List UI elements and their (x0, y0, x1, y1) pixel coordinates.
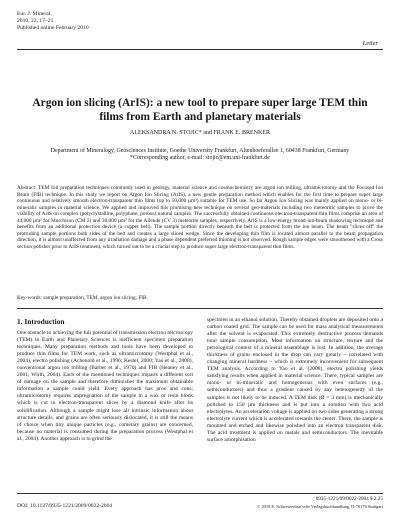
footer-rule (17, 493, 383, 494)
affiliation: Department of Mineralogy, Geosciences Institute, Goethe University Frankfurt, Altenhoeferallee 1, 60438 Frankfurt, Germany (50, 148, 350, 154)
journal-header (17, 11, 89, 32)
issn-price: 0935-1221/09/0022-2004 $ 2.25 (315, 496, 383, 502)
header-rule (17, 49, 383, 50)
article-type: Letter (362, 40, 378, 47)
corresponding-author: *Corresponding author, e-mail: stojic@em.uni-frankfurt.de (130, 155, 270, 162)
affiliation-block (40, 148, 360, 162)
footer-right (257, 496, 383, 510)
keywords: Key-words: sample preparation, TEM, argon ion slicing, FIB. (17, 295, 148, 301)
copyright: © 2010 E. Schweizerbart'sche Verlagsbuchhandlung, D-70176 Stuttgart (257, 504, 383, 509)
doi: DOI: 10.1127/0935-1221/2009/0022-2004 (17, 503, 113, 509)
journal-name: Eur. J. Mineral. (17, 11, 52, 17)
intro-left-column: One obstacle to achieving the full potential of transmission electron microscopy (TEM) in Earth and Planetary Sciences is inefficient specimen preparation techniques. Many preparation methods and tools have been developed to produce thin films for TEM work, such as ultramicrotomy (Westphal et al., 2004), electro polishing (Achenold et al., 1996; Kestel, 2000; Yao et al., 2008), conventional argon ion milling (Barber et al., 1970) and FIB (Heaney et al., 2001; Wirth, 2004). Each of the mentioned techniques imparts a different sort of damage on the sample and therefore diminishes the maximum obtainable information a sample could yield. Every approach has pros and cons; ultramicrotomy requires impregnation of the sample in a wax or resin block which is cut in electron-transparent slices by a diamond knife after its solidification. Although a sample might lose all intrinsic information about structure details, and grains are often seriously dislocated, it is still the means of choice when tiny unique particles (e.g., cometary grains) are concerned, because no material is consumed during the preparation process (Westphal et al., 2004). Another approach is to grind the (17, 330, 193, 442)
published-date: Published online February 2010 (17, 25, 89, 31)
authors: ALEKSANDRA N. STOJIC* and FRANK E. BRENKER (130, 130, 270, 136)
intro-right-column: specimen in an ethanol solution. Thereby obtained droplets are deposited onto a carbon coated grid. The sample can be used for mass analytical measurements after the solvent is evaporated. This extremely destructive process demands total sample consumption. Most information on structure, texture and the petrological context of a mineral assemblage is lost. In addition, the average thickness of grains enclosed in the drop can vary greatly – correlated with changing mineral hardness – which is extremely inconvenient for subsequent TEM analysis. According to Yao et al. (2008), electro polishing yields satisfying results when applied in material science. There, typical samples are mono- or bi-mineralic and homogeneous with even surfaces (e.g., semiconductors) and thus a gradient caused by any heterogeneity of the samples is not likely to be induced. A TEM disk (Ø = 3 mm) is mechanically polished to 150 µm thickness and is put into a solution with two acid electrolytes. An acceleration voltage is applied on two sides generating a strong electrolyte current which is accelerated towards the center. There, the sample is mounted and etched and likewise polished into an electron transparent disk. The acid treatment is applied on metals and semiconductors. The inevitable surface amorphisation (207, 317, 383, 443)
journal-volume: 2010, 22, 17–21 (17, 18, 54, 24)
abstract: Abstract: TEM foil preparation techniques commonly used in geology, material science and cosmochemistry are argon ion milling, ultramicrotomy and the Focused Ion Beam (FIB) technique. In this study we report on Argon Ion Slicing (ArIS), a new gentle preparation method which enables for the first time to prepare super large continuous and relatively smooth electron-transparent thin films (up to 50,000 µm²) suitable for TEM use. So far Argon Ion Slicing was mainly applied on mono- or bi-mineralic samples in material science. We applied and improved this promising new technique on several geo-materials including two meteoritic samples to prove the viability of ArIS on complex (polycrystalline, polyphase, porous) natural samples. The successfully obtained continuous electron-transparent thin films comprise an area of 44,000 µm² for Murchison (CM 2) and 30,000 µm² for the Allende (CV 3) meteorite samples, respectively. ArIS is a low-energy broad-ion-beam shadowing technique and benefits from an additional protection device (a copper belt). The sample portion directly beneath the belt is protected from the ion beam. The beam "slices off" the protruding sample portions both sides of the belt and creates a large sliced wedge. Since the developing thin film is located almost parallel to the beam propagation direction, it is almost unaffected from any irradiation damage and a phase dependent preferred thinning is not observed. Rough sample edges were smoothened with a Cross section polisher prior to ArIS treatment, which turned out to be a crucial step to produce super large electron-transparent thin films. (17, 185, 383, 250)
section-heading: 1. Introduction (17, 317, 65, 326)
article-title: Argon ion slicing (ArIS): a new tool to prepare super large TEM thin films from Earth and planetary materials (32, 97, 368, 123)
section-rule (17, 308, 383, 309)
